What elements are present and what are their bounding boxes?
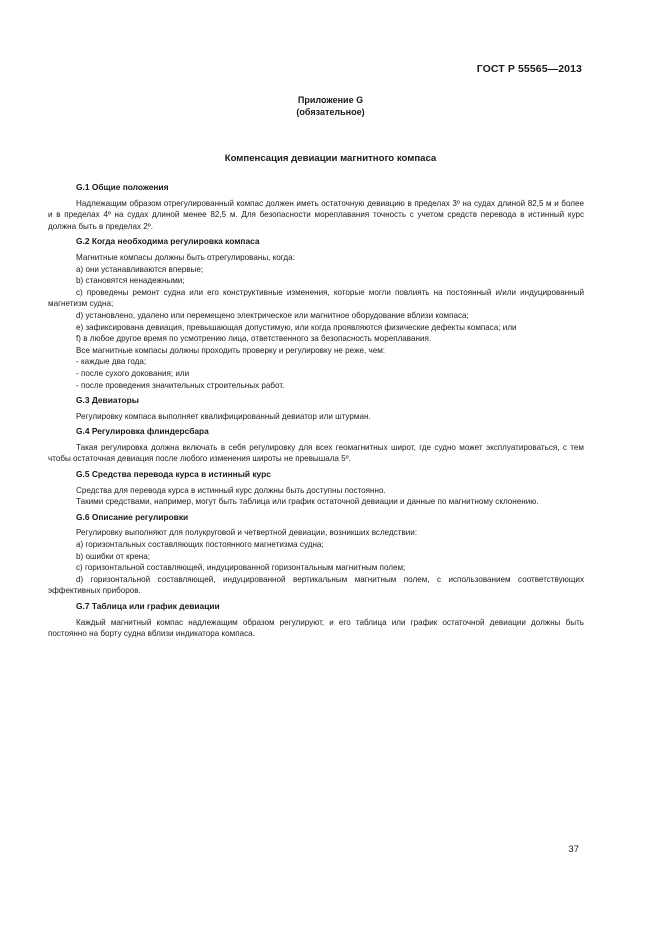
list-item: b) ошибки от крена;	[76, 551, 150, 561]
list-item: c) горизонтальной составляющей, индуцированной горизонтальным магнитным полем;	[76, 563, 406, 573]
list-item: а) горизонтальных составляющих постоянного магнетизма судна;	[76, 540, 324, 550]
paragraph: Надлежащим образом отрегулированный компас должен иметь остаточную девиацию в пределах 3º на судах длиной 82,5 м и более и в пределах 4º на судах длиной менее 82,5 м. Для безопасности мореплавания точность с учетом средств перевода в истинный курс должна быть в пределах 2º.	[48, 198, 584, 231]
document-code: ГОСТ Р 55565—2013	[476, 63, 582, 75]
paragraph: Магнитные компасы должны быть отрегулированы, когда:	[76, 252, 295, 262]
paragraph: Средства для перевода курса в истинный курс должны быть доступны постоянно.	[76, 485, 386, 495]
paragraph: Такими средствами, например, могут быть таблица или график остаточной девиации и данные по магнитному склонению.	[76, 497, 539, 507]
document-body	[48, 182, 584, 640]
list-item: - каждые два года;	[76, 357, 147, 367]
section-heading: G.1 Общие положения	[76, 182, 169, 192]
section-heading: G.7 Таблица или график девиации	[76, 601, 220, 611]
appendix-heading	[0, 94, 661, 118]
list-item: f) в любое другое время по усмотрению лица, ответственного за безопасность мореплавания.	[76, 334, 432, 344]
appendix-status: (обязательное)	[296, 107, 365, 117]
appendix-title: Приложение G	[297, 95, 364, 105]
document-title: Компенсация девиации магнитного компаса	[224, 153, 437, 164]
page-number: 37	[568, 844, 579, 855]
paragraph: Каждый магнитный компас надлежащим образом регулируют, и его таблица или график остаточной девиации должны быть постоянно на борту судна вблизи индикатора компаса.	[48, 617, 584, 639]
section-heading: G.3 Девиаторы	[76, 395, 139, 406]
list-item: - после сухого докования; или	[76, 368, 190, 378]
list-item: e) зафиксирована девиация, превышающая допустимую, или когда проявляются физические дефекты компаса; или	[76, 322, 517, 332]
list-item: d) горизонтальной составляющей, индуцированной вертикальным магнитным полем, с использованием соответствующих эффективных приборов.	[48, 574, 584, 596]
section-heading: G.6 Описание регулировки	[76, 511, 189, 522]
section-heading: G.2 Когда необходима регулировка компаса	[76, 236, 260, 247]
section-heading: G.5 Средства перевода курса в истинный курс	[76, 469, 271, 480]
paragraph: Такая регулировка должна включать в себя регулировку для всех геомагнитных широт, где судно может эксплуатироваться, с тем чтобы остаточная девиация после любого изменения широты не превышала 5º.	[48, 442, 584, 464]
list-item: b) становятся ненадежными;	[76, 276, 185, 286]
list-item: - после проведения значительных строительных работ.	[76, 380, 285, 390]
list-item: d) установлено, удалено или перемещено электрическое или магнитное оборудование вблизи компаса;	[76, 310, 469, 320]
paragraph: Все магнитные компасы должны проходить проверку и регулировку не реже, чем:	[76, 345, 386, 355]
paragraph: Регулировку компаса выполняет квалифицированный девиатор или штурман.	[76, 411, 371, 421]
paragraph: Регулировку выполняют для полукруговой и четвертной девиации, возникших вследствии:	[76, 528, 418, 538]
list-item: а) они устанавливаются впервые;	[76, 264, 204, 274]
list-item: c) проведены ремонт судна или его конструктивные изменения, которые могли повлиять на постоянный и/или индуцированный магнетизм судна;	[48, 287, 584, 309]
section-heading: G.4 Регулировка флиндерсбара	[76, 426, 209, 437]
